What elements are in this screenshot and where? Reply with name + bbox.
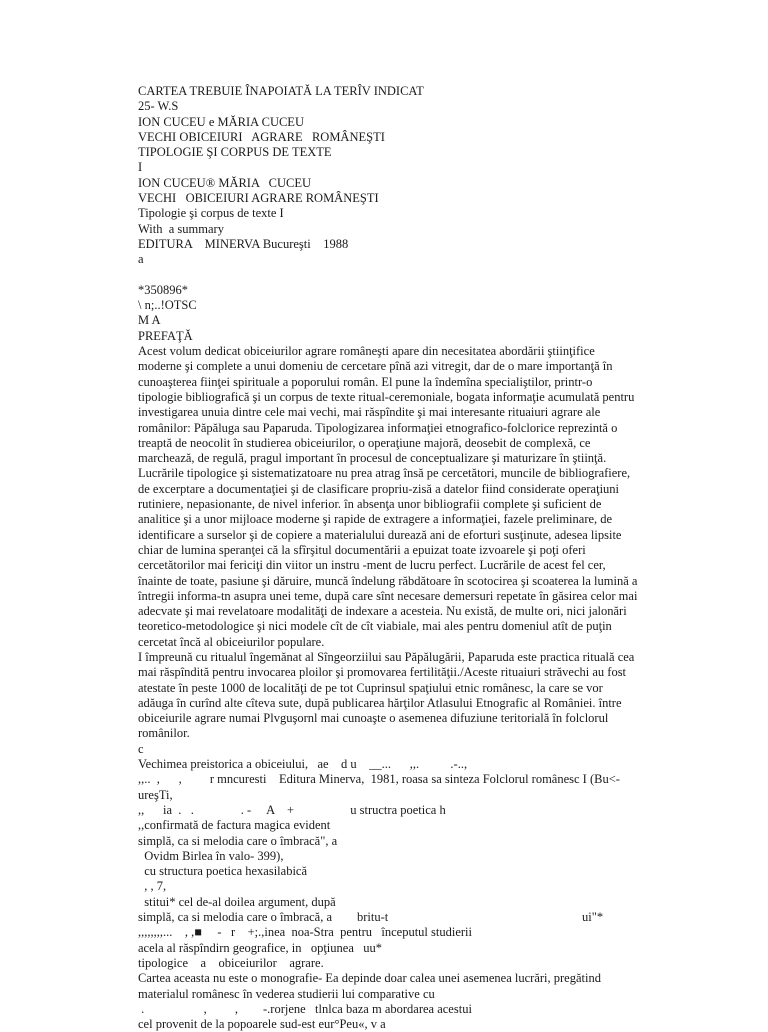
fragment-line: ureşTi, (138, 787, 173, 802)
fragment-line: ,,,,,,,,... , ,■ - r +;.,inea noa-Stra pentru începutul studierii (138, 925, 472, 940)
preface-paragraph-2: I împreună cu ritualul îngemănat al Sîngeorziilui sau Păpălugării, Paparuda este practica rituală cea mai răspîndită pentru invocarea ploilor şi promovarea fertilităţii./Aceste rituaiuri străvechi au fost atestate în peste 1000 de localităţi de pe tot Cuprinsul spaţiului etnic românesc, la care se vor adăuga în curînd alte cîteva sute, după publicarea hărţilor Atlasului Etnografic al României. între obiceiurile agrare numai Plvguşornl mai cunoaşte o asemenea difuziune teritorială în folclorul românilor. (138, 649, 635, 741)
book-title-repeat: VECHI OBICEIURI AGRARE ROMÂNEŞTI (138, 191, 379, 206)
header-block (138, 84, 638, 268)
book-subtitle: TIPOLOGIE ŞI CORPUS DE TEXTE (138, 145, 332, 160)
closing-fragment-line: . , , -.rorjene tlnlca baza m abordarea acestui (138, 1001, 472, 1016)
code-block (138, 283, 638, 344)
closing-fragment-line: cel provenit de la popoarele sud-est eur°Peu«, v a (138, 1017, 386, 1032)
fragment-line: tipologice a obiceiurilor agrare. (138, 955, 324, 970)
fragment-line: ,,confirmată de factura magica evident (138, 818, 331, 833)
publisher-line: EDITURA MINERVA Bucureşti 1988 (138, 236, 349, 251)
section-heading-preface: PREFAŢĂ (138, 328, 193, 343)
library-notice: CARTEA TREBUIE ÎNAPOIATĂ LA TERÎV INDICAT (138, 84, 424, 98)
fragment-line: Vechimea preistorica a obiceiului, ae d u __... ,,. .-.., (138, 757, 468, 772)
volume-number: I (138, 160, 143, 175)
summary-note: With a summary (138, 221, 224, 236)
fragment-line: simplă, ca si melodia care o îmbracă", a (138, 833, 338, 848)
fragment-line: ,, ia . . . - A + u structra poetica h (138, 802, 446, 817)
fragment-line: acela al răspîndirn geografice, in opţiunea uu* (138, 940, 383, 955)
book-title: VECHI OBICEIURI AGRARE ROMÂNEŞTI (138, 129, 385, 144)
preface-paragraph-1: Acest volum dedicat obiceiurilor agrare româneşti apare din necesitatea abordării ştiinţifice moderne şi complete a unui domeniu de cercetare pînă azi vitregit, dar de o mare importanţă în cunoaşterea fiinţei spirituale a poporului român. El pune la îndemîna specialiştilor, printr-o tipologie bibliografică şi un corpus de texte ritual-ceremoniale, bogata informaţie acumulată pentru investigarea unuia dintre cele mai vechi, mai răspîndite şi mai interesante rituaiuri agrare ale românilor: Păpăluga sau Paparuda. Tipologizarea informaţiei etnografico-folclorice reprezintă o treaptă de neocolit în studierea obiceiurilor, o operaţiune majoră, deosebit de complexă, ce marchează, de regulă, pragul important în procesul de conceptualizare şi maturizare în ştiinţă. Lucrările tipologice şi sistematizatoare nu prea atrag însă pe cercetători, muncile de bibliografiere, de excerptare a documentaţiei şi de clasificare propriu-zisă a datelor fiind considerate operaţiuni rutiniere, nepasionante, de nivel inferior. în absenţa unor bibliografii complete şi suficient de analitice şi a unor mijloace moderne şi rapide de extragere a informaţiei, fazele preliminare, de identificare a surselor şi de copiere a materialului durează ani de eforturi susţinute, adesea lipsite chiar de lumina speranţei că la sfîrşitul documentării a epuizat toate izvoarele şi poţi oferi cercetătorilor mai fericiţi din viitor un instru -ment de lucru perfect. Lucrările de acest fel cer, înainte de toate, pasiune şi dăruire, muncă îndelung răbdătoare în scotocirea şi scoaterea la lumină a întregii informa-tn asupra unei teme, după care sînt necesare demersuri repetate în găsirea celor mai adecvate şi mai revelatoare modalităţi de indexare a acesteia. Nu există, de multe ori, nici jalonări teoretico-metodologice şi nici modele cît de cît viabiale, mai ales pentru domeniul atît de puţin cercetat încă al obiceiurilor populare. (138, 344, 638, 649)
authors-line: ION CUCEU e MĂRIA CUCEU (138, 114, 304, 129)
fragment-line: Ovidm Birlea în valo- 399), (138, 848, 284, 863)
book-subtitle-repeat: Tipologie şi corpus de texte I (138, 206, 284, 221)
ocr-noise-line: M A (138, 313, 161, 328)
closing-block (138, 971, 638, 1032)
stray-character: a (138, 252, 144, 267)
document-page (138, 84, 638, 1032)
fragment-line: , , 7, (138, 879, 167, 894)
fragment-line: ,,.. , , r mncuresti Editura Minerva, 1981, roasa sa sinteza Folclorul românesc I (Bu<- (138, 772, 620, 787)
fragment-line: cu structura poetica hexasilabică (138, 864, 308, 879)
fragment-line: stitui* cel de-al doilea argument, după (138, 894, 336, 909)
shelf-code: 25- W.S (138, 99, 179, 114)
fragment-block (138, 742, 638, 971)
barcode-number: *350896* (138, 282, 188, 297)
fragment-line: simplă, ca si melodia care o îmbracă, a britu-t ui"* (138, 910, 604, 925)
fragment-line: c (138, 741, 144, 756)
ocr-noise-line: \ n;..!OTSC (138, 298, 197, 313)
closing-paragraph: Cartea aceasta nu este o monografie- Ea depinde doar calea unei asemenea lucrări, pregătind materialul românesc în vederea studierii lui comparative cu (138, 971, 601, 1001)
authors-line-repeat: ION CUCEU® MĂRIA CUCEU (138, 175, 312, 190)
